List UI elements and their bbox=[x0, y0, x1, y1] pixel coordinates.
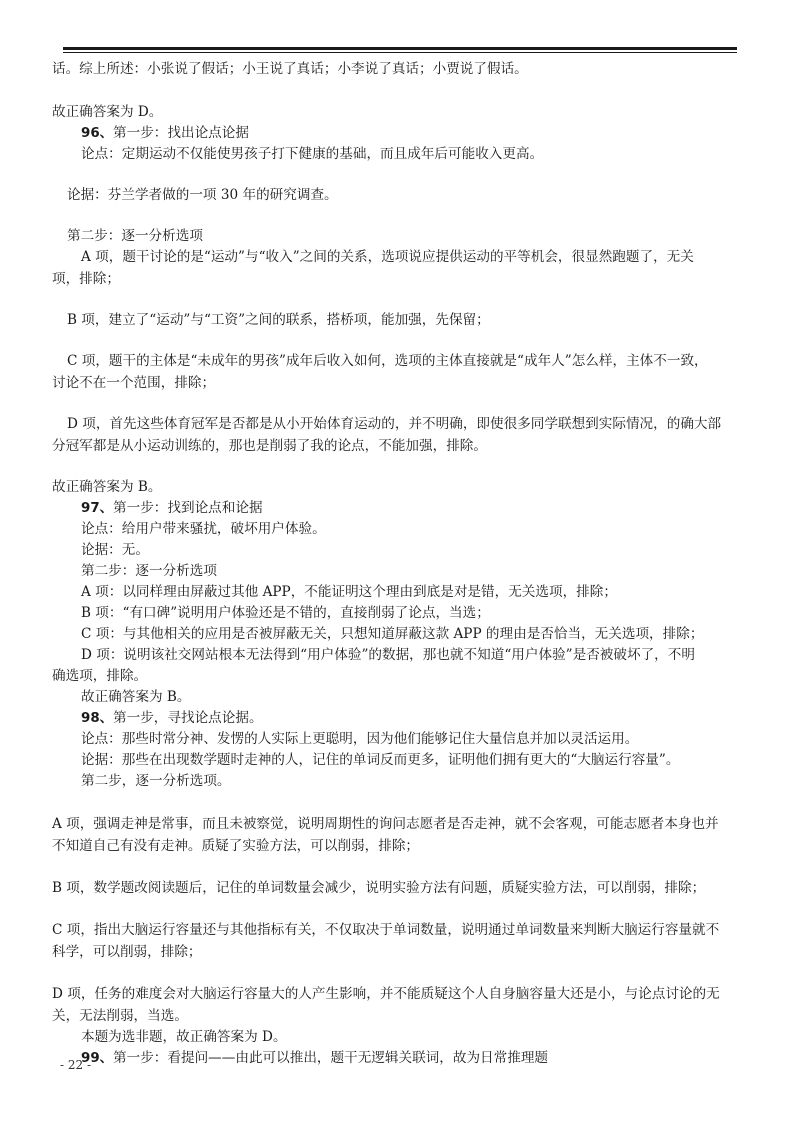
text-line: 论点：定期运动不仅能使男孩子打下健康的基础，而且成年后可能收入更高。 bbox=[81, 146, 544, 162]
question-step: 第一步：找到论点和论据 bbox=[113, 500, 263, 516]
text-line: 确选项，排除。 bbox=[52, 668, 148, 684]
text-line: B 项，数学题改阅读题后，记住的单词数量会减少，说明实验方法有问题，质疑实验方法，可以削弱，排除； bbox=[52, 880, 706, 896]
question-step: 第一步：看提问——由此可以推出，题干无逻辑关联词，故为日常推理题 bbox=[113, 1050, 549, 1066]
text-line: 论点：那些时常分神、发愣的人实际上更聪明，因为他们能够记住大量信息并加以灵活运用。 bbox=[81, 731, 639, 747]
text-line: 讨论不在一个范围，排除； bbox=[52, 375, 216, 391]
question-99-heading bbox=[81, 1049, 548, 1068]
text-line: B 项，建立了“运动”与“工资”之间的联系，搭桥项，能加强，先保留； bbox=[67, 312, 490, 328]
text-line: D 项，任务的难度会对大脑运行容量大的人产生影响，并不能质疑这个人自身脑容量大还是小，与论点讨论的无 bbox=[52, 986, 720, 1002]
text-line: 论据：无。 bbox=[81, 542, 149, 558]
text-line: 项，排除； bbox=[52, 271, 120, 287]
text-line: A 项，题干讨论的是“运动”与“收入”之间的关系，选项说应提供运动的平等机会，很显然跑题了，无关 bbox=[81, 249, 694, 265]
text-line: 论据：那些在出现数学题时走神的人，记住的单词反而更多，证明他们拥有更大的“大脑运行容量”。 bbox=[81, 752, 680, 768]
text-line: A 项，强调走神是常事，而且未被察觉，说明周期性的询问志愿者是否走神，就不会客观，可能志愿者本身也并 bbox=[52, 816, 719, 832]
answer-line: 本题为选非题，故正确答案为 D。 bbox=[81, 1029, 287, 1045]
text-line: 不知道自己有没有走神。质疑了实验方法，可以削弱，排除； bbox=[52, 838, 420, 854]
text-line: 分冠军都是从小运动训练的，那也是削弱了我的论点，不能加强，排除。 bbox=[52, 438, 487, 454]
question-97-heading bbox=[81, 499, 263, 518]
text-line: B 项：“有口碑”说明用户体验还是不错的，直接削弱了论点，当选； bbox=[81, 605, 490, 621]
question-step: 第一步：找出论点论据 bbox=[113, 125, 249, 141]
text-line: A 项：以同样理由屏蔽过其他 APP，不能证明这个理由到底是对是错，无关选项，排除； bbox=[81, 584, 617, 600]
text-line: 关，无法削弱，当选。 bbox=[52, 1008, 188, 1024]
text-line: 论点：给用户带来骚扰，破坏用户体验。 bbox=[81, 521, 326, 537]
question-96-heading bbox=[81, 124, 249, 143]
question-number: 99、 bbox=[81, 1051, 114, 1066]
text-line: D 项，首先这些体育冠军是否都是从小开始体育运动的，并不明确，即使很多同学联想到实际情况，的确大部 bbox=[67, 416, 722, 432]
question-98-heading bbox=[81, 709, 263, 728]
text-line: 第二步，逐一分析选项。 bbox=[81, 773, 231, 789]
header-rule-thin bbox=[63, 52, 737, 53]
question-step: 第一步，寻找论点论据。 bbox=[113, 710, 263, 726]
question-number: 96、 bbox=[81, 126, 114, 141]
text-line: C 项：与其他相关的应用是否被屏蔽无关，只想知道屏蔽这款 APP 的理由是否恰当，无关选项，排除； bbox=[81, 626, 704, 642]
text-line: 论据：芬兰学者做的一项 30 年的研究调查。 bbox=[67, 187, 338, 203]
answer-line: 故正确答案为 D。 bbox=[52, 104, 163, 120]
text-line: 科学，可以削弱，排除； bbox=[52, 944, 202, 960]
text-line: D 项：说明该社交网站根本无法得到“用户体验”的数据，那也就不知道“用户体验”是否被破坏了，不明 bbox=[81, 647, 695, 663]
question-number: 98、 bbox=[81, 711, 114, 726]
text-line: 话。综上所述：小张说了假话；小王说了真话；小李说了真话；小贾说了假话。 bbox=[52, 61, 528, 77]
text-line: C 项，指出大脑运行容量还与其他指标有关，不仅取决于单词数量，说明通过单词数量来判断大脑运行容量就不 bbox=[52, 922, 720, 938]
answer-line: 故正确答案为 B。 bbox=[81, 689, 191, 705]
text-line: 第二步：逐一分析选项 bbox=[67, 228, 203, 244]
page-number: - 22 - bbox=[60, 1058, 92, 1072]
text-line: 第二步：逐一分析选项 bbox=[81, 563, 217, 579]
question-number: 97、 bbox=[81, 501, 114, 516]
text-line: C 项，题干的主体是“未成年的男孩”成年后收入如何，选项的主体直接就是“成年人”怎么样，主体不一致， bbox=[67, 353, 708, 369]
answer-line: 故正确答案为 B。 bbox=[52, 479, 162, 495]
header-rule-thick bbox=[63, 47, 737, 50]
